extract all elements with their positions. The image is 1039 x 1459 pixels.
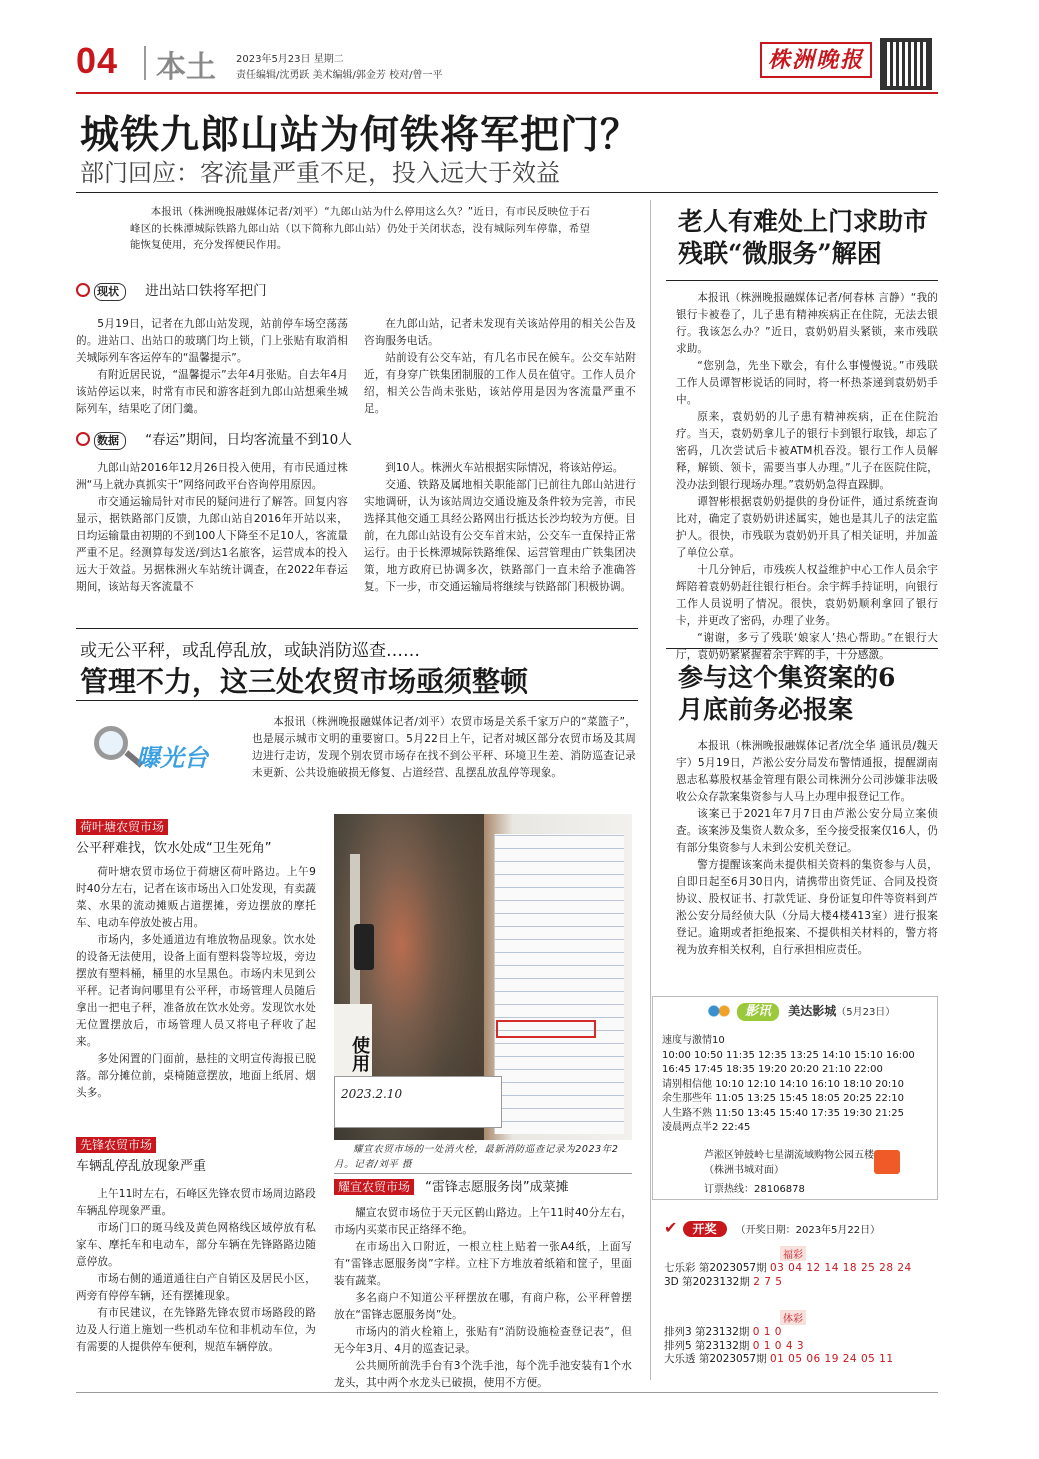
lottery-row: 3D 第2023132期 2 7 5 <box>664 1275 783 1288</box>
market-photo <box>334 814 632 1140</box>
right1-para: “谢谢，多亏了残联‘娘家人’热心帮助。”在银行大厅，袁奶奶紧紧握着余宇辉的手，十分感激。 <box>676 632 938 661</box>
status-para: 在九郎山站，记者未发现有关该站停用的相关公告及咨询服务电话。 <box>364 318 636 347</box>
data-para: 到10人。株洲火车站根据实际情况，将该站停运。 <box>385 462 624 474</box>
caption-rule <box>334 1173 632 1174</box>
market-a-para: 多处闲置的门面前，悬挂的文明宣传海报已脱落。部分摊位前，桌椅随意摆放，地面上纸屑、烟头多。 <box>76 1053 316 1099</box>
market-c-para: 多名商户不知道公平秤摆放在哪，有商户称，公平秤曾摆放在“雷锋志愿服务岗”处。 <box>334 1292 632 1321</box>
page-number: 04 <box>76 40 119 81</box>
photo-caption: 耀宣农贸市场的一处消火栓，最新消防巡查记录为2023年2月。记者/刘平 摄 <box>334 1144 619 1170</box>
photo-inset: 2023.2.10 <box>334 1076 502 1128</box>
sports-label: 体彩 <box>780 1310 806 1325</box>
section-status <box>76 279 636 301</box>
market-a-tag: 荷叶塘农贸市场 <box>76 819 168 835</box>
data-para: 九郎山站2016年12月26日投入使用，有市民通过株洲“马上就办真抓实干”网络问政平台咨询停用原因。 <box>76 462 348 491</box>
market-c-para: 公共厕所前洗手台有3个洗手池，每个洗手池安装有1个水龙头，其中两个水龙头已破损，使用不方便。 <box>334 1360 632 1389</box>
lead-rule <box>76 192 938 193</box>
lottery-row: 大乐透 第2023057期 01 05 06 19 24 05 11 <box>664 1353 894 1365</box>
issue-date: 2023年5月23日 星期二 <box>236 54 344 65</box>
check-icon: ✔ <box>664 1218 678 1237</box>
lead-headline: 城铁九郎山站为何铁将军把门？ <box>80 113 641 158</box>
bullet-icon <box>76 283 90 297</box>
data-para: 交通、铁路及属地相关职能部门已前往九郎山站进行实地调研，认为该站周边交通设施及条件较为完善，市民选择其他交通工具经公路网出行抵达长沙均较为方便。目前，在九郎山站设有公交车首末站，公交车一直保持正常运行。由于长株潭城际铁路维保、运营管理由广铁集团决策，地方政府已协调多次，铁路部门一直未给予准确答复。下一步，市交通运输局将继续与铁路部门积极协调。 <box>364 479 636 593</box>
section-name: 本土 <box>156 50 216 85</box>
film-row: 速度与激情10 <box>662 1035 725 1046</box>
lottery-date: （开奖日期：2023年5月22日） <box>735 1225 881 1236</box>
right1-para: 谭智彬根据袁奶奶提供的身份证件，通过系统查询比对，确定了袁奶奶讲述属实，她也是其儿子的法定监护人。很快，市残联为袁奶奶开具了相关证明，并加盖了单位公章。 <box>676 496 938 559</box>
data-para: 市交通运输局针对市民的疑问进行了解答。回复内容显示，据铁路部门反馈，九郎山站自2016年开站以来，日均运输量由初期的不到100人下降至不足10人，客流量严重不足。经测算每发送/到达1名旅客，运营成本的投入远大于效益。另据株洲火车站统计调查，在2022年春运期间，该站每天客流量不 <box>76 496 348 593</box>
bullet-icon <box>76 432 90 446</box>
right1-para: 原来，袁奶奶的儿子患有精神疾病，正在住院治疗。当天，袁奶奶拿儿子的银行卡到银行取钱，却忘了密码，几次尝试后卡被ATM机吞没。银行工作人员解释，解锁、领卡，需要当事人办理。”儿子在医院住院，没办法到银行现场办理。”袁奶奶急得直跺脚。 <box>676 411 938 491</box>
market-c-para: 市场内的消火栓箱上，张贴有“消防设施检查登记表”，但无今年3月、4月的巡查记录。 <box>334 1326 632 1355</box>
market-rule-2 <box>76 700 638 701</box>
lottery-row: 排列3 第23132期 0 1 0 <box>664 1326 782 1338</box>
market-b-tag: 先锋农贸市场 <box>76 1137 156 1153</box>
movie-date: （5月23日） <box>836 1007 896 1018</box>
right2-para: 该案已于2021年7月7日由芦淞公安分局立案侦查。该案涉及集资人数众多，至今接受报案仅16人，仍有部分集资参与人未到公安机关登记。 <box>676 808 938 854</box>
lottery-badge <box>664 1218 880 1237</box>
footer-rule <box>76 1392 938 1393</box>
right1-rule <box>666 280 938 281</box>
market-headline: 管理不力，这三处农贸市场亟须整顿 <box>80 665 529 698</box>
data-heading: “春运”期间，日均客流量不到10人 <box>145 432 352 448</box>
market-intro: 本报讯（株洲晚报融媒体记者/刘平）农贸市场是关系千家万户的“菜篮子”，也是展示城市文明的重要窗口。5月22日上午，记者对城区部分农贸市场及其周边进行走访，发现个别农贸市场存在找不到公平秤、环境卫生差、消防巡查记录未更新、公共设施破损无修复、占道经营、乱摆乱放乱停等现象。 <box>252 716 636 779</box>
welfare-label: 福彩 <box>780 1246 806 1261</box>
market-b-para: 市场右侧的通道通往白产自销区及居民小区，两旁有停停车辆，还有摆摊现象。 <box>76 1273 316 1302</box>
market-rule <box>76 628 638 629</box>
film-row: 人生路不熟 11:50 13:45 15:40 17:35 19:30 21:25 <box>662 1107 904 1119</box>
status-heading: 进出站口铁将军把门 <box>145 283 267 299</box>
cinema-address: 芦淞区钟鼓岭七星湖流域购物公园五楼（株洲书城对面） <box>704 1150 874 1176</box>
market-a-para: 荷叶塘农贸市场位于荷塘区荷叶路边。上午9时40分左右，记者在该市场出入口处发现，有卖蔬菜、水果的流动摊贩占道摆摊，旁边摆放的摩托车、电动车停放处被占用。 <box>76 866 316 929</box>
film-row: 16:45 17:45 18:35 19:20 20:20 21:10 22:00 <box>662 1064 883 1075</box>
market-c-para: 耀宣农贸市场位于天元区鹤山路边。上午11时40分左右，市场内买菜市民正络绎不绝。 <box>334 1207 632 1236</box>
film-row: 10:00 10:50 11:35 12:35 13:25 14:10 15:10 16:00 <box>662 1049 915 1061</box>
masthead-rule <box>76 92 938 94</box>
market-b-heading: 车辆乱停乱放现象严重 <box>76 1159 207 1174</box>
market-c-heading: “雷锋志愿服务岗”成菜摊 <box>425 1180 569 1195</box>
right1-headline: 老人有难处上门求助市残联“微服务”解困 <box>678 207 929 268</box>
market-b-para: 市场门口的斑马线及黄色网格线区域停放有私家车、摩托车和电动车，部分车辆在先锋路路边随意停放。 <box>76 1222 316 1268</box>
lottery-badge-label: 开奖 <box>683 1221 727 1237</box>
cinema-name: 美达影城 <box>788 1004 837 1018</box>
film-row: 余生那些年 11:05 13:25 15:45 18:05 20:25 22:10 <box>662 1093 904 1104</box>
lottery-row: 排列5 第23132期 0 1 0 4 3 <box>664 1339 805 1352</box>
lead-subheadline: 部门回应：客流量严重不足，投入远大于效益 <box>80 159 560 187</box>
highlight-box <box>496 1020 596 1038</box>
right2-para: 本报讯（株洲晚报融媒体记者/沈全华 通讯员/魏天宇）5月19日，芦淞公安分局发布警情通报，提醒湖南恩志私募股权基金管理有限公司株洲分公司涉嫌非法吸收公众存款案集资参与人马上办理申报登记工作。 <box>676 740 938 803</box>
status-para: 站前设有公交车站，有几名市民在候车。公交车站附近，有身穿广铁集团制服的工作人员在值守。工作人员介绍，相关公告尚未张贴，该站停用是因为客流量严重不足。 <box>364 352 636 415</box>
magnifier-icon <box>94 726 128 760</box>
data-tag: 数据 <box>94 432 126 450</box>
market-b-para: 上午11时左右，石峰区先锋农贸市场周边路段车辆乱停现象严重。 <box>76 1188 316 1217</box>
market-b-para: 有市民建议，在先锋路先锋农贸市场路段的路边及人行道上施划一些机动车位和非机动车位，为有需要的人提供停车便利，规范车辆停放。 <box>76 1307 316 1353</box>
inspection-record-sheet <box>494 834 624 1134</box>
cinema-logo-icon <box>874 1150 900 1174</box>
right1-para: 本报讯（株洲晚报融媒体记者/何春林 言静）“我的银行卡被卷了，儿子患有精神疾病正在住院，无法去银行。我该怎么办？”近日，袁奶奶眉头紧锁，来市残联求助。 <box>676 292 938 355</box>
movie-badge <box>706 1000 895 1021</box>
editors-line: 责任编辑/沈勇跃 美术编辑/郭金芳 校对/曾一平 <box>236 70 443 81</box>
market-a-heading: 公平秤难找，饮水处成“卫生死角” <box>76 841 272 856</box>
film-row: 凌晨两点半2 22:45 <box>662 1122 751 1133</box>
status-para: 有附近居民说，“温馨提示”去年4月张贴。自去年4月该站停运以来，时常有市民和游客赶到九郎山站想乘坐城际列车，结果吃了闭门羹。 <box>76 369 348 415</box>
newspaper-logo: 株洲晚报 <box>760 42 872 78</box>
photo-sign: 使用 <box>334 1004 372 1104</box>
qr-code-icon <box>880 38 932 90</box>
film-row: 请别相信他 10:10 12:10 14:10 16:10 18:10 20:10 <box>662 1078 904 1090</box>
right-divider <box>666 648 938 649</box>
masthead-divider <box>144 46 146 80</box>
right2-headline: 参与这个集资案的6月底前务必报案 <box>678 663 896 724</box>
exposure-badge <box>84 724 234 778</box>
lottery-row: 七乐彩 第2023057期 03 04 12 14 18 25 28 24 <box>664 1262 912 1274</box>
market-kicker: 或无公平秤，或乱停乱放，或缺消防巡查…… <box>80 641 420 661</box>
lead-intro: 本报讯（株洲晚报融媒体记者/刘平）“九郎山站为什么停用这么久？”近日，有市民反映位于石峰区的长株潭城际铁路九郎山站（以下简称九郎山站）仍处于关闭状态，没有城际列车停靠，希望能恢复使用，充分发挥便民作用。 <box>130 206 590 251</box>
badge-label: 曝光台 <box>136 744 208 772</box>
right1-para: “您别急，先坐下歇会，有什么事慢慢说。”市残联工作人员谭智彬说话的同时，将一杯热茶递到袁奶奶手中。 <box>676 360 938 406</box>
right1-para: 十几分钟后，市残疾人权益维护中心工作人员余宇辉陪着袁奶奶赶往银行柜台。余宇辉手持证明，向银行工作人员说明了情况。很快，袁奶奶顺利拿回了银行卡，并更改了密码，办理了业务。 <box>676 564 938 627</box>
market-a-para: 市场内，多处通道边有堆放物品现象。饮水处的设备无法使用，设备上面有塑料袋等垃圾，旁边摆放有塑料桶，桶里的水呈黑色。市场内未见到公平秤。记者询问哪里有公平秤，市场管理人员随后拿出一把电子秤，准备放在饮水处旁。发现饮水处无位置摆放后，市场管理人员又将电子秤收了起来。 <box>76 934 316 1048</box>
section-data <box>76 428 636 450</box>
film-reel-icon <box>706 1001 732 1021</box>
column-rule <box>650 200 651 1380</box>
right2-para: 警方提醒该案尚未提供相关资料的集资参与人员，自即日起至6月30日内，请携带出资凭证、合同及投资协议、股权证书、打款凭证、身份证复印件等资料到芦淞公安分局经侦大队（分局大楼4楼413室）进行报案登记。逾期或者拒绝报案、不提供相关材料的，警方将视为放弃相关权利，自行承担相应责任。 <box>676 859 938 956</box>
market-c-para: 在市场出入口附近，一根立柱上贴着一张A4纸，上面写有“雷锋志愿服务岗”字样。立柱下方堆放着纸箱和筐子，里面装有蔬菜。 <box>334 1241 632 1287</box>
status-tag: 现状 <box>94 283 126 301</box>
market-c-tag: 耀宣农贸市场 <box>334 1179 414 1195</box>
ticket-hotline: 订票热线：28106878 <box>704 1184 805 1195</box>
movie-badge-label: 影讯 <box>737 1003 779 1021</box>
status-para: 5月19日，记者在九郎山站发现，站前停车场空荡荡的。进站口、出站口的玻璃门均上锁，门上张贴有取消相关城际列车客运停车的“温馨提示”。 <box>76 318 348 364</box>
